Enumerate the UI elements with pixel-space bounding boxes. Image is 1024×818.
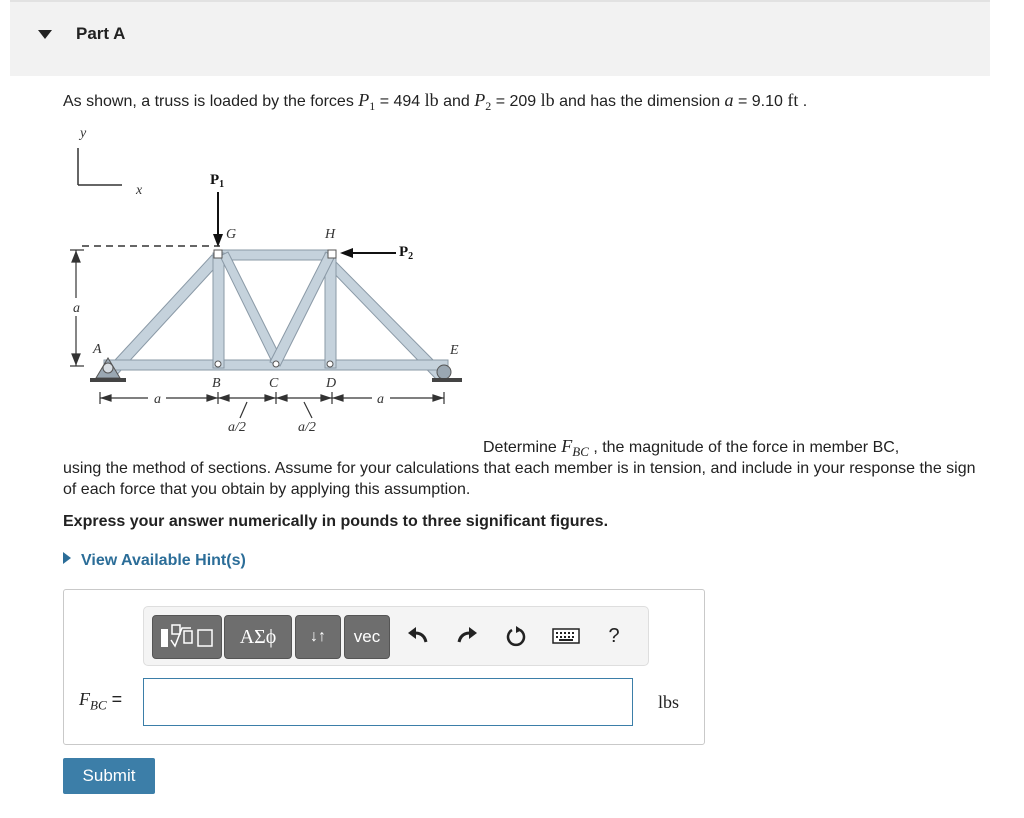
collapse-caret-icon[interactable]: [38, 30, 52, 39]
greek-symbols-button[interactable]: ΑΣϕ: [224, 615, 292, 659]
node-a-label: A: [93, 342, 102, 357]
templates-icon: [158, 622, 216, 652]
bottom-dimension: [100, 392, 444, 418]
p2-value: = 209: [491, 93, 541, 110]
a-unit: ft: [787, 90, 799, 110]
reset-button[interactable]: [500, 619, 532, 653]
redo-icon: [455, 626, 479, 646]
p2-label-main: P: [399, 244, 409, 260]
part-title: Part A: [76, 24, 126, 43]
answer-var-symbol: F: [79, 689, 90, 709]
answer-instruction: Express your answer numerically in pounds to three significant figures.: [63, 513, 609, 530]
p1-subscript: 1: [369, 99, 376, 114]
member-GC: [220, 252, 282, 366]
sort-button[interactable]: ↓↑: [295, 615, 341, 659]
keyboard-icon: [552, 628, 580, 644]
answer-variable-label: [79, 689, 122, 714]
vector-button[interactable]: vec: [344, 615, 390, 659]
dim-half-2-label: a/2: [298, 420, 316, 435]
node-h-label: H: [325, 227, 336, 242]
p1-label-sub: 1: [219, 179, 225, 190]
view-hints-link[interactable]: [63, 552, 246, 570]
determine-text: Determine: [483, 439, 562, 456]
p2-subscript: 2: [485, 99, 492, 114]
dim-half-1-label: a/2: [228, 420, 246, 435]
p2-symbol: P: [474, 90, 486, 110]
answer-var-subscript: BC: [90, 697, 107, 713]
answer-input[interactable]: [143, 678, 633, 726]
part-header[interactable]: [10, 2, 990, 76]
answer-unit: lbs: [658, 692, 680, 712]
submit-button[interactable]: Submit: [63, 758, 155, 794]
axis-x-label: x: [136, 183, 143, 198]
p2-unit: lb: [540, 90, 555, 110]
p1-symbol: P: [358, 90, 370, 110]
expand-caret-icon: [63, 552, 71, 564]
p1-unit: lb: [424, 90, 439, 110]
load-p2-arrow-icon: [340, 248, 396, 258]
end-text: .: [798, 93, 808, 110]
math-toolbar: [143, 606, 649, 666]
undo-icon: [406, 626, 430, 646]
member-GB: [213, 253, 224, 368]
question-continuation: using the method of sections. Assume for your calculations that each member is in tension, and include in your response the sign of each force that you obtain by applying this assumption.: [63, 460, 976, 498]
f-subscript: BC: [572, 444, 589, 460]
determine-line: [483, 436, 899, 460]
node-c-label: C: [269, 376, 279, 391]
axes-icon: [78, 148, 122, 185]
p1-label: [210, 172, 224, 190]
templates-button[interactable]: [152, 615, 222, 659]
member-CH: [270, 252, 334, 366]
axis-y-label: y: [80, 126, 87, 141]
redo-button[interactable]: [451, 619, 483, 653]
node-d-label: D: [326, 376, 337, 391]
p1-value: = 494: [375, 93, 425, 110]
p2-label-sub: 2: [408, 251, 414, 262]
member-GH: [214, 250, 336, 260]
load-p1-arrow-icon: [213, 192, 223, 247]
a-symbol: a: [724, 90, 734, 110]
node-g-label: G: [226, 227, 237, 242]
keyboard-button[interactable]: [550, 619, 582, 653]
dim-a-vertical-label: a: [73, 301, 80, 316]
node-e-label: E: [450, 343, 459, 358]
and-text: and: [438, 93, 475, 110]
node-b-label: B: [212, 376, 221, 391]
dim-a-left-label: a: [154, 392, 161, 407]
help-button[interactable]: ?: [608, 624, 620, 647]
a-value: = 9.10: [733, 93, 788, 110]
problem-statement: [63, 90, 807, 114]
dimension-text: and has the dimension: [554, 93, 725, 110]
undo-button[interactable]: [402, 619, 434, 653]
p1-label-main: P: [210, 172, 220, 188]
hints-label: View Available Hint(s): [81, 552, 246, 569]
reset-icon: [504, 624, 528, 648]
dim-a-right-label: a: [377, 392, 384, 407]
p2-label: [399, 244, 413, 262]
determine-rest: , the magnitude of the force in member BC,: [588, 439, 900, 456]
answer-panel: [63, 589, 705, 745]
intro-text: As shown, a truss is loaded by the forces: [63, 93, 359, 110]
f-symbol: F: [561, 436, 573, 456]
answer-equals: =: [106, 689, 123, 709]
truss-figure: [60, 118, 480, 438]
